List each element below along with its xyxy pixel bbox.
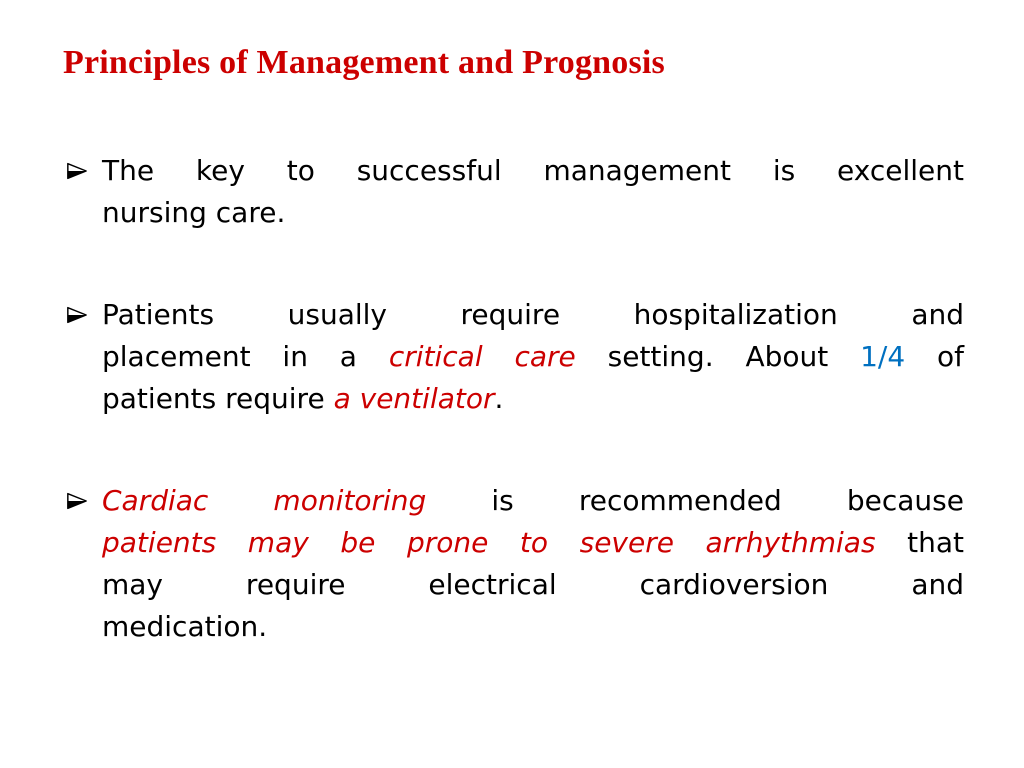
bullet-list [66, 150, 964, 708]
bullet-item [66, 150, 964, 234]
text-segment: that [875, 526, 964, 559]
text-segment: a ventilator [333, 382, 495, 415]
text-segment: The key to successful management is excellent [102, 154, 964, 187]
text-segment: patients may be prone to severe arrhythmias [102, 526, 876, 559]
text-segment: . [494, 382, 504, 415]
text-line [102, 294, 964, 336]
text-line [102, 522, 964, 564]
text-line [102, 192, 964, 234]
text-segment: Patients usually require hospitalization and [102, 298, 964, 331]
arrow-bullet-icon [66, 160, 88, 182]
text-segment: patients require [102, 382, 334, 415]
text-line [102, 150, 964, 192]
text-segment: of [905, 340, 965, 373]
text-line [102, 606, 964, 648]
text-segment: is recommended because [426, 484, 964, 517]
text-segment: setting. About [575, 340, 861, 373]
text-segment: critical care [388, 340, 576, 373]
arrow-bullet-icon [66, 490, 88, 512]
bullet-item [66, 480, 964, 648]
slide-title: Principles of Management and Prognosis [63, 44, 665, 81]
text-segment: Cardiac monitoring [102, 484, 427, 517]
bullet-item [66, 294, 964, 420]
text-line [102, 564, 964, 606]
text-segment: placement in a [102, 340, 389, 373]
arrow-bullet-icon [66, 304, 88, 326]
text-segment: may require electrical cardioversion and [102, 568, 964, 601]
text-line [102, 378, 964, 420]
text-line [102, 480, 964, 522]
text-segment: medication. [102, 610, 268, 643]
text-segment: nursing care. [102, 196, 286, 229]
text-segment: 1/4 [860, 340, 906, 373]
text-line [102, 336, 964, 378]
